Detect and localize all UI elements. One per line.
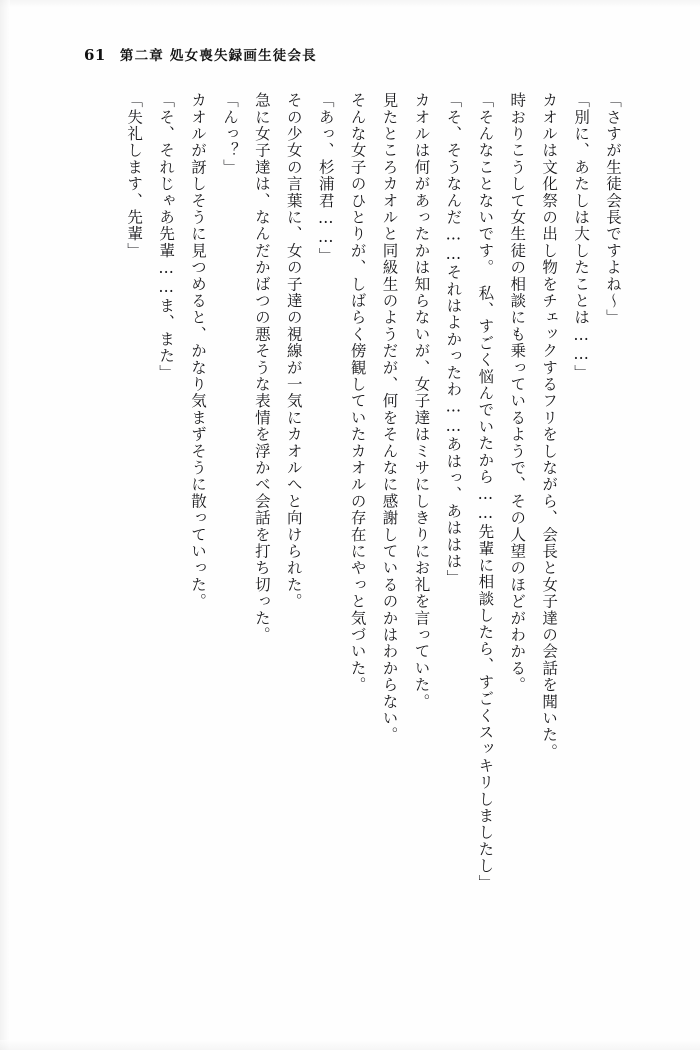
body-paragraph: 急に女子達は、なんだかばつの悪そうな表情を浮かべ会話を打ち切った。 (252, 92, 271, 644)
body-paragraph: 「んっ？」 (220, 92, 239, 176)
scan-edge-left (0, 0, 10, 1050)
body-paragraph: 「別に、あたしは大したことは……」 (572, 92, 591, 381)
body-paragraph: 「失礼します、先輩」 (125, 92, 144, 259)
scan-edge-bottom (0, 1040, 700, 1050)
chapter-title: 第二章 処女喪失録画生徒会長 (119, 48, 317, 64)
body-paragraph: カオルが訝しそうに見つめると、かなり気まずそうに散っていった。 (189, 92, 208, 610)
body-paragraph: その少女の言葉に、女の子達の視線が一気にカオルへと向けられた。 (284, 92, 303, 610)
body-paragraph: 「そ、それじゃあ先輩……ま、また」 (157, 92, 176, 381)
body-paragraph: 「あっ、杉浦君……」 (316, 92, 335, 264)
body-paragraph: そんな女子のひとりが、しばらく傍観していたカオルの存在にやっと気づいた。 (348, 92, 367, 694)
page-number: 61 (84, 46, 106, 64)
body-paragraph: 時おりこうして女生徒の相談にも乗っているようで、その人望のほどがわかる。 (508, 92, 527, 694)
scan-edge-top (0, 0, 700, 8)
body-paragraph: 見たところカオルと同級生のようだが、何をそんなに感謝しているのかはわからない。 (380, 92, 399, 744)
body-paragraph: 「さすが生徒会長ですよね〜」 (604, 92, 622, 326)
running-header (84, 44, 630, 68)
body-paragraph: カオルは文化祭の出し物をチェックするフリをしながら、会長と女子達の会話を聞いた。 (540, 92, 559, 760)
body-paragraph: 「そんなことないです。 私、すごく悩んでいたから……先輩に相談したら、すごくスッキリしましたし」 (476, 92, 495, 891)
body-text (68, 92, 628, 972)
body-paragraph: 「そ、そうなんだ……それはよかったわ……あはっ、あははは」 (444, 92, 463, 587)
body-paragraph: カオルは何があったかは知らないが、女子達はミサにしきりにお礼を言っていた。 (412, 92, 431, 710)
